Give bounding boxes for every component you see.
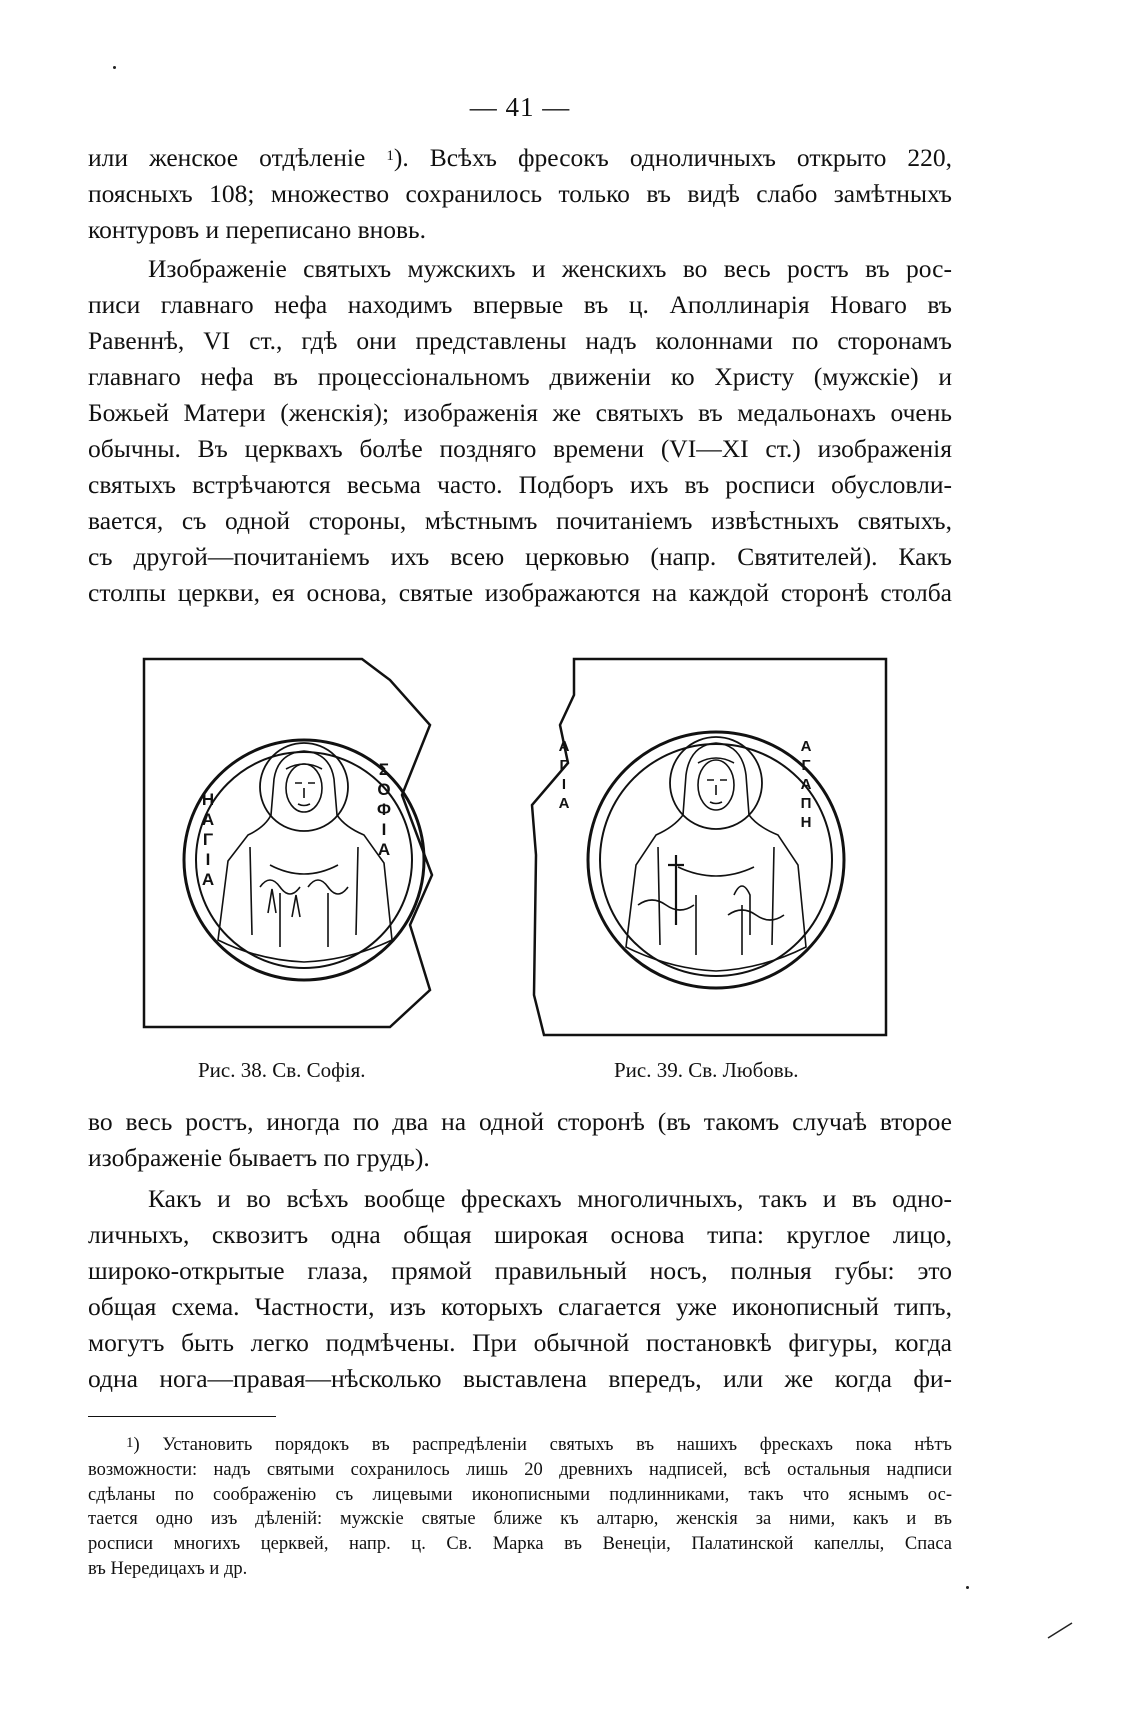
text-line: поясныхъ 108; множество сохранилось только въ видѣ слабо замѣтныхъ — [88, 179, 952, 208]
inscription-letter: Α — [558, 738, 570, 755]
paper-speck — [113, 66, 116, 69]
text-line: святыхъ встрѣчаются весьма часто. Подборъ ихъ въ росписи обусловли- — [88, 470, 952, 499]
inscription-letter: Α — [201, 810, 215, 829]
inscription-letter: Η — [800, 814, 812, 831]
text-line: вается, съ одной стороны, мѣстнымъ почитаніемъ извѣстныхъ святыхъ, — [88, 506, 952, 535]
inscription-letter: Φ — [377, 800, 391, 819]
figure-38-caption: Рис. 38. Св. Софія. — [198, 1058, 366, 1082]
inscription-right — [377, 760, 391, 859]
pencil-mark — [1046, 1620, 1076, 1640]
inscription-letter: Ι — [205, 850, 211, 869]
paragraph-4 — [88, 1181, 952, 1397]
footnote-line: $^1$) Установить порядокъ въ распредѣленіи святыхъ въ нашихъ фрескахъ пока нѣтъ — [126, 1435, 952, 1455]
footnote-reference[interactable]: 1 — [386, 148, 394, 164]
inscription-letter: Α — [800, 738, 812, 755]
text-line: обычны. Въ церквахъ болѣе поздняго времени (VI—XI ст.) изображенія — [88, 434, 952, 463]
footnote-line: возможности: надъ святыми сохранилось лишь 20 древнихъ надписей, всѣ остальныя надписи — [88, 1459, 952, 1480]
text-line: широко-открытые глаза, прямой правильный носъ, полныя губы: это — [88, 1256, 952, 1285]
inscription-letter: Γ — [801, 757, 811, 774]
inscription-left — [202, 790, 214, 889]
footnote-line: тается одно изъ дѣленій: мужскіе святые ближе къ алтарю, женскія за ними, какъ и въ — [88, 1509, 952, 1530]
footnote-divider — [88, 1416, 276, 1417]
text-line: могутъ быть легко подмѣчены. При обычной постановкѣ фигуры, когда — [88, 1328, 952, 1357]
inscription-letter: Ο — [377, 780, 391, 799]
paragraph-2 — [88, 251, 952, 611]
text-line: съ другой—почитаніемъ ихъ всею церковью (напр. Святителей). Какъ — [88, 542, 952, 571]
inscription-letter: Α — [377, 840, 391, 859]
inscription-letter: Π — [800, 795, 812, 812]
inscription-letter: Σ — [378, 760, 390, 779]
inscription-letter: Α — [201, 870, 215, 889]
text-line: личныхъ, сквозитъ одна общая широкая основа типа: круглое лицо, — [88, 1220, 952, 1249]
text-line: главнаго нефа въ процессіональномъ движеніи ко Христу (мужскіе) и — [88, 362, 952, 391]
text-line: Божьей Матери (женскія); изображенія же святыхъ въ медальонахъ очень — [88, 398, 952, 427]
paragraph-1 — [88, 140, 952, 248]
text-line: контуровъ и переписано вновь. — [88, 215, 427, 244]
text-line: Изображеніе святыхъ мужскихъ и женскихъ во весь ростъ въ рос- — [148, 254, 952, 283]
text-line: одна нога—правая—нѣсколько выставлена впередъ, или же когда фи- — [88, 1364, 952, 1393]
footnote — [88, 1433, 952, 1582]
text-line: во весь ростъ, иногда по два на одной сторонѣ (въ такомъ случаѣ второе — [88, 1107, 952, 1136]
inscription-letter: Γ — [559, 757, 569, 774]
text-line: столпы церкви, ея основа, святые изображаются на каждой сторонѣ столба — [88, 578, 952, 607]
figure-39-saint-love — [528, 655, 894, 1040]
text-line: писи главнаго нефа находимъ впервые въ ц. Аполлинарія Новаго въ — [88, 290, 952, 319]
paper-speck — [966, 1586, 969, 1589]
fresco-fragment-outline — [532, 659, 886, 1035]
text-line: общая схема. Частности, изъ которыхъ слагается уже иконописный типъ, — [88, 1292, 952, 1321]
inscription-letter: Α — [800, 776, 812, 793]
inscription-letter: Α — [558, 795, 570, 812]
text-line: или женское отдѣленіе $^1$). Всѣхъ фресокъ одноличныхъ открыто 220, — [88, 143, 952, 172]
inscription-letter: Ι — [381, 820, 387, 839]
footnote-line: сдѣланы по соображенію съ лицевыми иконописными подлинниками, такъ что яснымъ ос- — [88, 1484, 952, 1505]
footnote-marker: 1 — [126, 1435, 134, 1451]
text-line: изображеніе бываетъ по грудь). — [88, 1143, 430, 1172]
footnote-line: росписи многихъ церквей, напр. ц. Св. Марка въ Венеціи, Палатинской капеллы, Спаса — [88, 1534, 952, 1555]
page-number: — 41 — — [469, 92, 571, 122]
inscription-right — [801, 738, 812, 831]
text-line: Равеннѣ, VI ст., гдѣ они представлены надъ колоннами по сторонамъ — [88, 326, 952, 355]
paragraph-3 — [88, 1104, 952, 1176]
inscription-letter: Ι — [561, 776, 567, 793]
figure-38-saint-sophia — [140, 655, 470, 1040]
figure-39-caption: Рис. 39. Св. Любовь. — [614, 1058, 799, 1082]
inscription-letter: Η — [201, 790, 215, 809]
text-line: Какъ и во всѣхъ вообще фрескахъ многоличныхъ, такъ и въ одно- — [148, 1184, 952, 1213]
footnote-line: въ Нередицахъ и др. — [88, 1558, 248, 1579]
inscription-letter: Γ — [202, 830, 214, 849]
